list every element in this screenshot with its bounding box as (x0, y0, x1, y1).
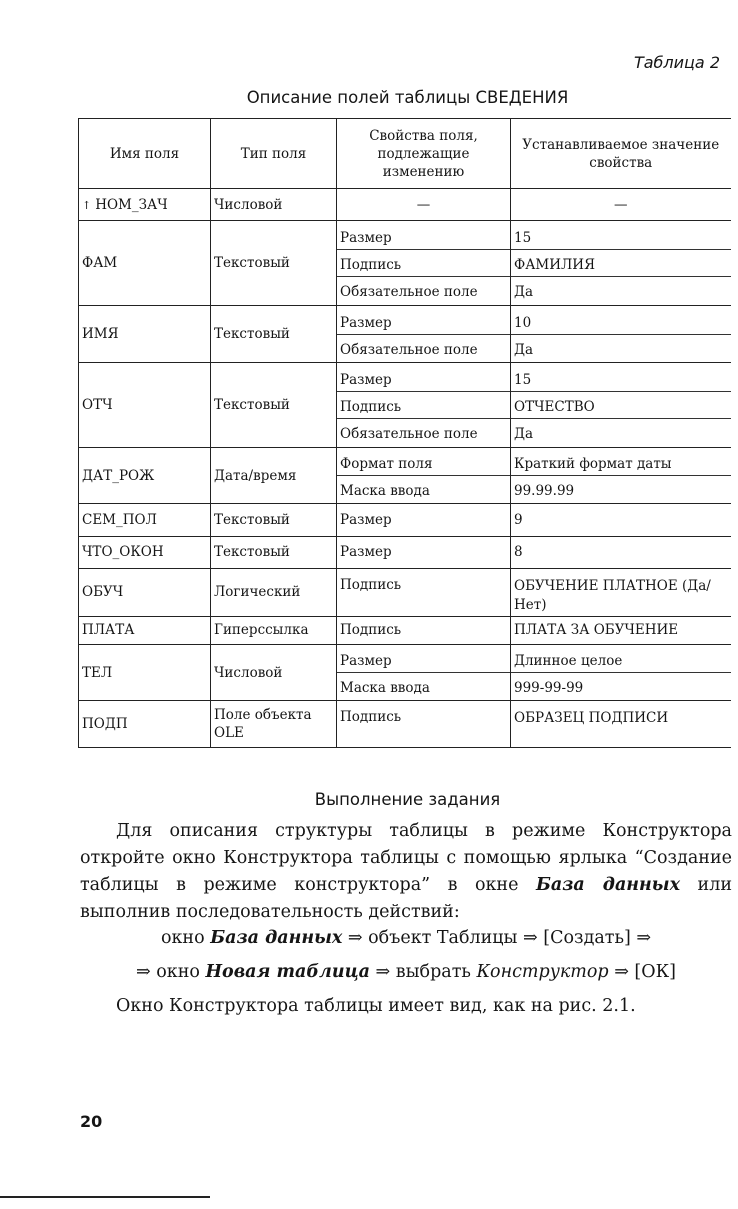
table-header-row (79, 119, 731, 189)
header-field-name: Имя поля (79, 119, 211, 189)
table-row (79, 221, 731, 306)
field-name: ТЕЛ (82, 664, 113, 681)
property-item: Подпись (337, 392, 510, 419)
paragraph-text: Для описания структуры таблицы в режиме Конструктора откройте окно Конструктора таблицы с помощью ярлыка “Создание таблицы в режиме конструктора” в окне (80, 821, 732, 895)
path-text: окно (160, 928, 211, 948)
field-props-cell: Размер (337, 536, 511, 568)
field-name: ОТЧ (82, 396, 113, 413)
header-field-values: Устанавливаемое значение свойства (511, 119, 731, 189)
table-row (79, 189, 731, 221)
table-number: Таблица 2 (633, 53, 720, 72)
value-item: Да (514, 284, 534, 301)
field-type-cell: Текстовый (211, 362, 337, 447)
emphasis-database: База данных (535, 875, 681, 895)
field-values-cell (511, 644, 731, 701)
field-type-cell: Текстовый (211, 536, 337, 568)
section-heading: Выполнение задания (314, 790, 501, 809)
field-name-cell (79, 189, 211, 221)
bottom-rule (0, 1196, 210, 1198)
field-values-cell: 9 (511, 504, 731, 536)
emphasis-database: База данных (210, 928, 343, 948)
field-values-cell: ОБУЧЕНИЕ ПЛАТНОЕ (Да/Нет) (511, 569, 731, 617)
field-name: ИМЯ (82, 326, 119, 343)
value-item: Краткий формат даты (511, 449, 731, 476)
value-item: 15 (511, 365, 731, 392)
field-name: СЕМ_ПОЛ (82, 512, 157, 529)
emphasis-new-table: Новая таблица (205, 962, 370, 982)
table-row (79, 616, 731, 644)
field-name: ФАМ (82, 255, 118, 272)
field-props-cell (337, 306, 511, 363)
field-name: ОБУЧ (82, 584, 124, 601)
property-item: Подпись (337, 250, 510, 277)
value-item: 99.99.99 (514, 483, 575, 500)
fields-table (78, 118, 731, 748)
field-props-cell (337, 447, 511, 504)
field-name-cell (79, 616, 211, 644)
property-item: Формат поля (337, 449, 510, 476)
field-type-cell: Дата/время (211, 447, 337, 504)
field-values-cell: ОБРАЗЕЦ ПОДПИСИ (511, 701, 731, 748)
path-text: ⇒ объект Таблицы ⇒ [Создать] ⇒ (342, 928, 652, 948)
property-item: Размер (337, 223, 510, 250)
field-props-cell: Подпись (337, 569, 511, 617)
table-row (79, 504, 731, 536)
path-text: ⇒ выбрать (369, 962, 477, 982)
value-item: ОТЧЕСТВО (511, 392, 731, 419)
table-row (79, 644, 731, 701)
field-name-cell (79, 447, 211, 504)
field-values-cell: 8 (511, 536, 731, 568)
field-type-cell: Текстовый (211, 504, 337, 536)
field-props-cell (337, 644, 511, 701)
property-item: Маска ввода (340, 680, 430, 697)
field-name: НОМ_ЗАЧ (95, 196, 168, 213)
value-item: ФАМИЛИЯ (511, 250, 731, 277)
field-props-cell: Размер (337, 504, 511, 536)
property-item: Размер (337, 365, 510, 392)
table-title: Описание полей таблицы СВЕДЕНИЯ (246, 88, 569, 107)
field-name: ЧТО_ОКОН (82, 544, 164, 561)
field-values-cell (511, 362, 731, 447)
value-item: 10 (511, 308, 731, 335)
value-item: Да (514, 341, 534, 358)
field-type-cell: Числовой (211, 189, 337, 221)
field-values-cell: — (511, 189, 731, 221)
table-row (79, 701, 731, 748)
field-props-cell: — (337, 189, 511, 221)
property-item: Размер (337, 646, 510, 673)
field-values-cell: ПЛАТА ЗА ОБУЧЕНИЕ (511, 616, 731, 644)
field-type-cell: Текстовый (211, 221, 337, 306)
field-name-cell (79, 306, 211, 363)
page-number: 20 (80, 1112, 103, 1131)
property-item: Обязательное поле (340, 341, 478, 358)
header-field-props: Свойства поля, подлежащие изменению (337, 119, 511, 189)
key-icon: ↑ (82, 198, 92, 212)
table-row (79, 536, 731, 568)
path-text: ⇒ окно (136, 962, 206, 982)
emphasis-designer: Конструктор (476, 962, 609, 982)
field-name-cell (79, 221, 211, 306)
property-item: Обязательное поле (340, 425, 478, 442)
field-name: ДАТ_РОЖ (82, 467, 155, 484)
field-values-cell (511, 306, 731, 363)
property-item: Размер (337, 308, 510, 335)
field-name-cell (79, 569, 211, 617)
field-name-cell (79, 362, 211, 447)
field-props-cell: Подпись (337, 616, 511, 644)
value-item: 999-99-99 (514, 680, 584, 697)
field-name-cell (79, 701, 211, 748)
table-row (79, 569, 731, 617)
field-type-cell: Числовой (211, 644, 337, 701)
field-props-cell (337, 221, 511, 306)
field-name: ПОДП (82, 716, 128, 733)
path-text: ⇒ [ОК] (608, 962, 676, 982)
paragraph-figure-ref: Окно Конструктора таблицы имеет вид, как на рис. 2.1. (116, 996, 636, 1016)
table-row (79, 306, 731, 363)
table-row (79, 362, 731, 447)
action-path-line-2 (80, 962, 732, 982)
value-item: 15 (511, 223, 731, 250)
field-type-cell: Поле объекта OLE (211, 701, 337, 748)
property-item: Обязательное поле (340, 284, 478, 301)
field-name: ПЛАТА (82, 622, 135, 639)
field-name-cell (79, 644, 211, 701)
field-type-cell: Гиперссылка (211, 616, 337, 644)
field-props-cell: Подпись (337, 701, 511, 748)
header-field-type: Тип поля (211, 119, 337, 189)
field-values-cell (511, 447, 731, 504)
table-row (79, 447, 731, 504)
field-props-cell (337, 362, 511, 447)
paragraph-instructions (80, 818, 732, 926)
field-values-cell (511, 221, 731, 306)
field-name-cell (79, 504, 211, 536)
value-item: Да (514, 425, 534, 442)
field-name-cell (79, 536, 211, 568)
property-item: Маска ввода (340, 483, 430, 500)
action-path-line-1 (80, 928, 732, 948)
field-type-cell: Текстовый (211, 306, 337, 363)
paragraph-text-end: или выполнив последовательность действий: (80, 875, 732, 922)
value-item: Длинное целое (511, 646, 731, 673)
field-type-cell: Логический (211, 569, 337, 617)
